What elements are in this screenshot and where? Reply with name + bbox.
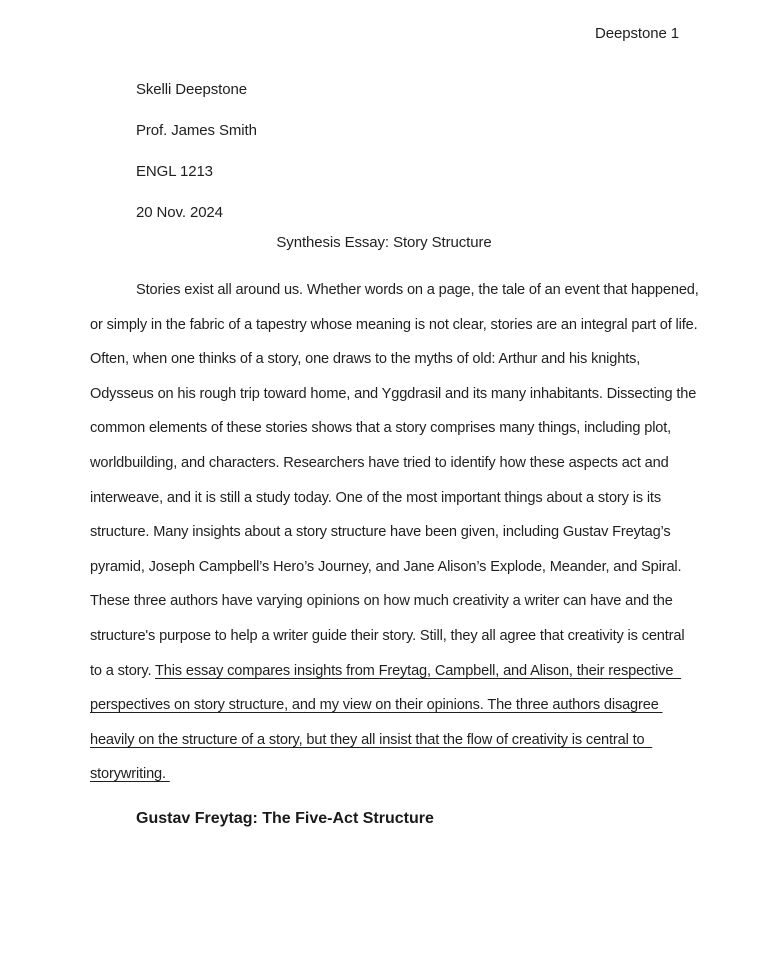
thesis-first-line <box>90 654 682 689</box>
paragraph-line: Stories exist all around us. Whether words on a page, the tale of an event that happened, <box>136 282 699 298</box>
student-name: Skelli Deepstone <box>136 81 247 98</box>
paragraph-line: pyramid, Joseph Campbell’s Hero’s Journey, and Jane Alison’s Explode, Meander, and Spiral. <box>90 558 682 575</box>
paragraph-line: Odysseus on his rough trip toward home, and Yggdrasil and its many inhabitants. Dissecting the <box>90 385 697 402</box>
thesis-statement: perspectives on story structure, and my view on their opinions. The three authors disagree <box>90 697 663 714</box>
mla-heading <box>136 69 257 233</box>
thesis-statement: storywriting. <box>90 766 170 783</box>
paragraph-line: common elements of these stories shows that a story comprises many things, including plot, <box>90 420 672 437</box>
paragraph-line: structure's purpose to help a writer guide their story. Still, they all agree that creativity is central <box>90 627 685 644</box>
running-head: Deepstone 1 <box>595 25 679 42</box>
thesis-statement: This essay compares insights from Freytag, Campbell, and Alison, their respective <box>154 662 682 679</box>
body-paragraph <box>90 273 699 792</box>
paragraph-line: These three authors have varying opinions on how much creativity a writer can have and the <box>90 593 673 610</box>
paragraph-line: interweave, and it is still a study today. One of the most important things about a story is its <box>90 489 661 506</box>
thesis-statement: heavily on the structure of a story, but they all insist that the flow of creativity is central to <box>90 731 653 748</box>
thesis-line <box>90 723 670 758</box>
paragraph-line: structure. Many insights about a story structure have been given, including Gustav Freytag’s <box>90 524 671 541</box>
paragraph-line: Often, when one thinks of a story, one draws to the myths of old: Arthur and his knights, <box>90 351 641 368</box>
course-code: ENGL 1213 <box>136 163 213 180</box>
thesis-line <box>90 688 670 723</box>
thesis-line <box>90 757 670 792</box>
paragraph-line: or simply in the fabric of a tapestry whose meaning is not clear, stories are an integral part of life. <box>90 316 698 333</box>
essay-title: Synthesis Essay: Story Structure <box>276 234 492 251</box>
essay-date: 20 Nov. 2024 <box>136 204 223 221</box>
professor-name: Prof. James Smith <box>136 122 257 139</box>
thesis-lead: to a story. <box>90 662 155 679</box>
paragraph-line: worldbuilding, and characters. Researchers have tried to identify how these aspects act and <box>90 454 669 471</box>
section-heading: Gustav Freytag: The Five-Act Structure <box>136 810 434 827</box>
